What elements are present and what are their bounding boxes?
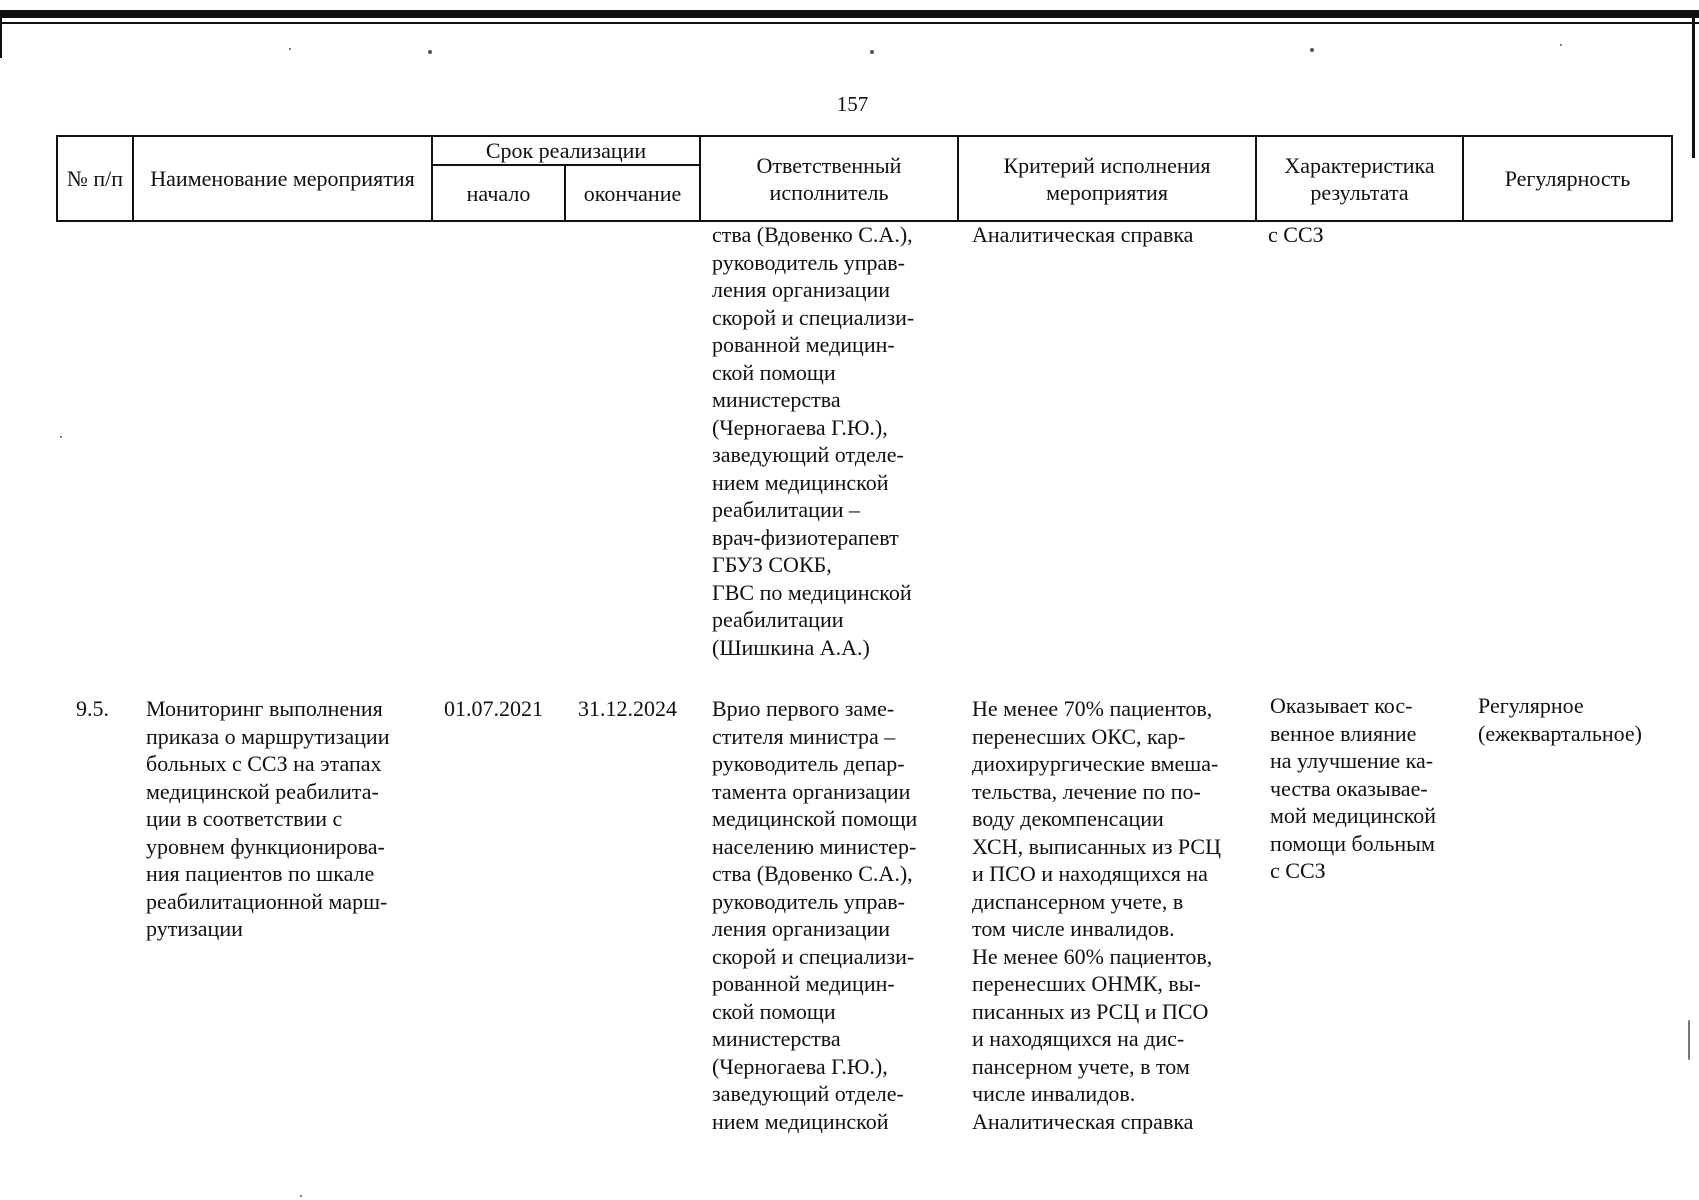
row-number: 9.5. [76,696,109,721]
text-line: чества оказывае- [1270,775,1428,801]
text-line: Не менее 70% пациентов, [972,696,1213,721]
text-line: руководитель управ- [712,888,905,914]
text-line: и находящихся на дис- [972,1026,1185,1051]
text-line: Мониторинг выполнения [146,696,383,721]
text-line: больных с ССЗ на этапах [146,751,382,776]
row-name [146,695,424,943]
text-line: перенесших ОКС, кар- [972,723,1186,749]
row-regularity [1478,692,1688,747]
text-line: руководитель управ- [712,249,905,275]
scan-speck [300,1195,302,1197]
scan-speck [870,50,874,54]
scan-speck [60,436,62,438]
page-top-border-thin [0,22,1699,24]
text-line: ГВС по медицинской [712,579,912,605]
text-line: диспансерном учете, в [972,888,1184,914]
text-line: заведующий отделе- [712,1081,904,1106]
row-result [1270,692,1458,885]
table-header [56,135,1673,222]
header-end: окончание [565,165,700,221]
text-line: диохирургические вмеша- [972,751,1219,776]
text-line: писанных из РСЦ и ПСО [972,998,1209,1024]
text-line: с ССЗ [1270,858,1326,883]
text-line: ления организации [712,277,891,302]
continued-responsible [712,221,952,661]
text-line: числе инвалидов. [972,1081,1136,1106]
text-line: перенесших ОНМК, вы- [972,971,1201,996]
text-line: тельства, лечение по по- [972,778,1201,804]
text-line: реабилитационной марш- [146,888,388,914]
text-line: Аналитическая справка [972,1108,1194,1134]
header-result: Характеристика результата [1256,136,1463,221]
text-line: ской помощи [712,998,836,1024]
header-term: Срок реализации [432,136,700,165]
text-line: Не менее 60% пациентов, [972,943,1213,969]
text-line: том числе инвалидов. [972,916,1175,941]
text-line: министерства [712,387,841,412]
text-line: пансерном учете, в том [972,1053,1190,1079]
scan-speck [1560,44,1562,46]
text-line: ской помощи [712,359,836,385]
text-line: на улучшение ка- [1270,748,1434,773]
continued-result: с ССЗ [1268,222,1324,247]
text-line: скорой и специализи- [712,304,915,330]
text-line: ления организации [712,916,891,941]
page-right-edge [1692,18,1695,158]
text-line: нием медицинской [712,469,889,495]
text-line: ции в соответствии с [146,806,343,831]
page-left-edge [0,18,2,58]
header-responsible: Ответственный исполнитель [700,136,958,221]
continued-criterion: Аналитическая справка [972,222,1194,247]
text-line: рованной медицин- [712,332,895,357]
row-start-date: 01.07.2021 [444,696,543,721]
text-line: рованной медицин- [712,971,895,996]
text-line: (Шишкина А.А.) [712,634,870,660]
scan-speck [289,48,291,50]
header-start: начало [432,165,565,221]
scan-speck [1688,1020,1690,1060]
text-line: Регулярное [1478,693,1584,718]
text-line: руководитель депар- [712,751,905,776]
text-line: и ПСО и находящихся на [972,861,1208,886]
text-line: населению министер- [712,833,917,859]
text-line: рутизации [146,916,243,941]
text-line: (ежеквартальное) [1478,720,1643,746]
text-line: мой медицинской [1270,803,1436,828]
text-line: ХСН, выписанных из РСЦ [972,833,1221,859]
header-num: № п/п [57,136,133,221]
text-line: воду декомпенсации [972,806,1164,831]
header-regularity: Регулярность [1463,136,1672,221]
text-line: скорой и специализи- [712,943,915,969]
text-line: (Черногаева Г.Ю.), [712,1053,888,1079]
text-line: реабилитации [712,607,844,632]
text-line: врач-физиотерапевт [712,524,899,550]
text-line: заведующий отделе- [712,442,904,467]
text-line: (Черногаева Г.Ю.), [712,414,888,440]
text-line: уровнем функционирова- [146,833,385,859]
text-line: приказа о маршрутизации [146,723,390,749]
text-line: медицинской реабилита- [146,778,379,804]
text-line: ства (Вдовенко С.А.), [712,861,913,886]
text-line: ния пациентов по шкале [146,861,375,886]
header-criterion: Критерий исполнения мероприятия [958,136,1256,221]
row-responsible [712,695,952,1135]
text-line: министерства [712,1026,841,1051]
text-line: ГБУЗ СОКБ, [712,552,832,577]
text-line: реабилитации – [712,497,860,522]
row-criterion [972,695,1252,1135]
text-line: помощи больным [1270,830,1435,856]
row-end-date: 31.12.2024 [578,696,677,721]
page-top-border [0,10,1699,18]
text-line: медицинской помощи [712,806,918,831]
header-name: Наименование мероприятия [133,136,432,221]
text-line: венное влияние [1270,720,1417,746]
page-number: 157 [836,92,869,116]
scan-speck [1310,48,1314,52]
text-line: нием медицинской [712,1108,889,1134]
scan-speck [428,50,432,54]
text-line: Оказывает кос- [1270,693,1413,718]
text-line: тамента организации [712,778,911,804]
text-line: ства (Вдовенко С.А.), [712,222,913,247]
text-line: стителя министра – [712,723,896,749]
text-line: Врио первого заме- [712,696,895,721]
